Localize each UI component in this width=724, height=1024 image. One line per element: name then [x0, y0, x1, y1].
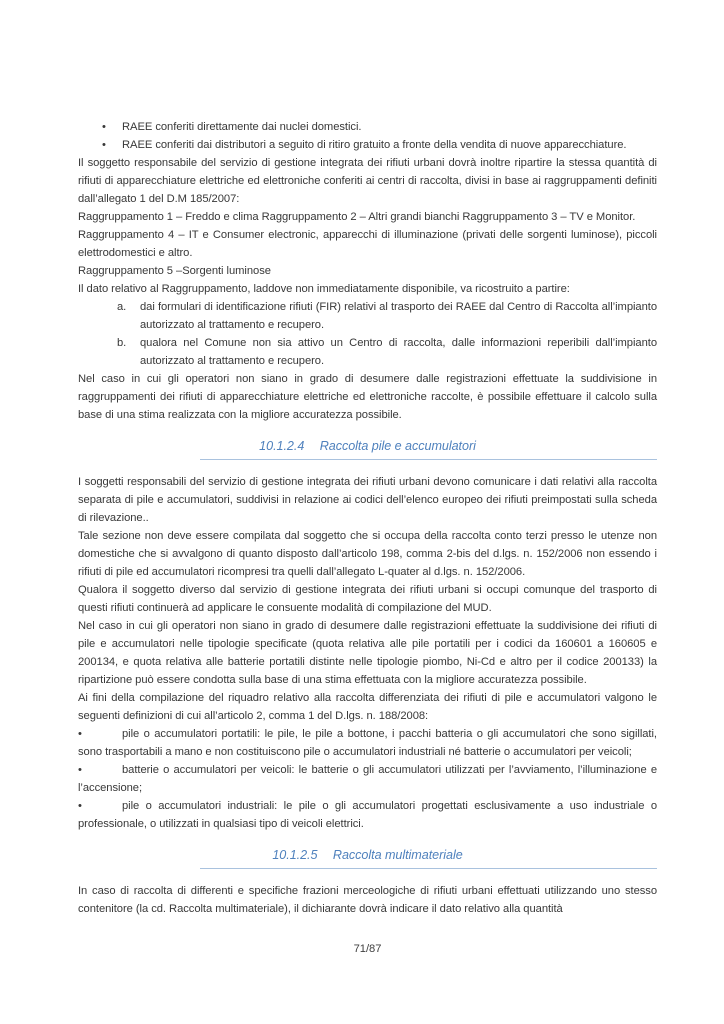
heading-underline [200, 459, 657, 460]
definition-text: pile o accumulatori portatili: le pile, le pile a bottone, i pacchi batteria o gli accumulatori che sono sigillati, sono trasportabili a mano e non costituiscono pile o accumulatori industriali né batterie o accumulatori per veicoli; [78, 728, 657, 758]
definitions-list [78, 725, 657, 833]
list-item [78, 118, 657, 136]
page-content [78, 118, 657, 958]
definition-text: batterie o accumulatori per veicoli: le batterie o gli accumulatori utilizzati per l’avviamento, l’illuminazione e l’accensione; [78, 764, 657, 794]
list-item-b [78, 334, 657, 370]
definition-text: pile o accumulatori industriali: le pile o gli accumulatori progettati esclusivamente a uso industriale o professionale, o utilizzati in qualsiasi tipo di veicoli elettrici. [78, 800, 657, 830]
bullet-icon: • [102, 139, 106, 151]
list-item-a [78, 298, 657, 334]
paragraph-dato-relativo: Il dato relativo al Raggruppamento, laddove non immediatamente disponibile, va ricostruito a partire: [78, 283, 570, 295]
heading-underline [200, 868, 657, 869]
paragraph-raggruppamento-4: Raggruppamento 4 – IT e Consumer electronic, apparecchi di illuminazione (privati delle sorgenti luminose), piccoli elettrodomestici e altro. [78, 229, 657, 259]
list-item-text: dai formulari di identificazione rifiuti (FIR) relativi al trasporto dei RAEE dal Centro di Raccolta all’impianto autorizzato al trattamento e recupero. [140, 301, 657, 331]
definition-portatili [78, 725, 657, 761]
definition-veicoli [78, 761, 657, 797]
paragraph-comunicare: I soggetti responsabili del servizio di gestione integrata dei rifiuti urbani devono comunicare i dati relativi alla raccolta separata di pile e accumulatori, suddivisi in relazione ai codici dell’elenco europeo dei rifiuti preimpostati sulla scheda di rilevazione.. [78, 476, 657, 524]
bullet-icon: • [78, 800, 82, 812]
section-heading-raccolta-multimateriale [78, 847, 657, 869]
page-number: 71/87 [353, 943, 382, 955]
heading-number: 10.1.2.5 [272, 848, 318, 862]
heading-title: Raccolta pile e accumulatori [319, 439, 476, 453]
raee-bullet-list [78, 118, 657, 154]
list-item [78, 136, 657, 154]
section-heading-raccolta-pile [78, 438, 657, 460]
paragraph-qualora: Qualora il soggetto diverso dal servizio di gestione integrata dei rifiuti urbani si occupi comunque del trasporto di questi rifiuti continuerà ad applicare le consuente modalità di compilazione del MUD. [78, 584, 657, 614]
lettered-list [78, 298, 657, 370]
list-item-text: RAEE conferiti dai distributori a seguito di ritiro gratuito a fronte della vendita di nuove apparecchiature. [122, 139, 627, 151]
paragraph-stima-raee: Nel caso in cui gli operatori non siano in grado di desumere dalle registrazioni effettuate la suddivisione in raggruppamenti dei rifiuti di apparecchiature elettriche ed elettroniche raccolte, è possibile effettuare il calcolo sulla base di una stima realizzata con la migliore accuratezza possibile. [78, 373, 657, 421]
heading-title: Raccolta multimateriale [332, 848, 463, 862]
paragraph-raggruppamenti-1-2-3: Raggruppamento 1 – Freddo e clima Raggruppamento 2 – Altri grandi bianchi Raggruppamento 3 – TV e Monitor. [78, 211, 636, 223]
paragraph-ripartizione: Il soggetto responsabile del servizio di gestione integrata dei rifiuti urbani dovrà inoltre ripartire la stessa quantità di rifiuti di apparecchiature elettriche ed elettroniche conferiti ai centri di raccolta, divisi in base ai raggruppamenti definiti dall’allegato 1 del D.M 185/2007: [78, 157, 657, 205]
paragraph-contenitore: In caso di raccolta di differenti e specifiche frazioni merceologiche di rifiuti urbani effettuati utilizzando uno stesso contenitore (la cd. Raccolta multimateriale), il dichiarante dovrà indicare il dato relativo alla quantità [78, 885, 657, 915]
definition-industriali [78, 797, 657, 833]
bullet-icon: • [78, 728, 82, 740]
heading-number: 10.1.2.4 [259, 439, 305, 453]
list-marker: b. [117, 337, 127, 349]
paragraph-definizioni: Ai fini della compilazione del riquadro relativo alla raccolta differenziata dei rifiuti di pile e accumulatori valgono le seguenti definizioni di cui all’articolo 2, comma 1 del D.lgs. n. 188/2008: [78, 692, 657, 722]
list-item-text: RAEE conferiti direttamente dai nuclei domestici. [122, 121, 362, 133]
bullet-icon: • [102, 121, 106, 133]
bullet-icon: • [78, 764, 82, 776]
paragraph-tipologie: Nel caso in cui gli operatori non siano in grado di desumere dalle registrazioni effettuate la suddivisione dei rifiuti di pile e accumulatori nelle tipologie specificate (quota relativa alle pile portatili per i codici da 160601 a 160605 e 200134, e quota relativa alle batterie portatili distinte nelle tipologie piombo, Ni-Cd e altro per il codice 200133) la ripartizione può essere condotta sulla base di una stima effettuata con la migliore accuratezza possibile. [78, 620, 657, 686]
list-marker: a. [117, 301, 127, 313]
list-item-text: qualora nel Comune non sia attivo un Centro di raccolta, dalle informazioni reperibili dall’impianto autorizzato al trattamento e recupero. [140, 337, 657, 367]
paragraph-tale-sezione: Tale sezione non deve essere compilata dal soggetto che si occupa della raccolta conto terzi presso le utenze non domestiche che si avvalgono di quanto disposto dall’articolo 198, comma 2-bis del d.lgs. n. 152/2006 non essendo i rifiuti di pile ed accumulatori ricompresi tra quelli dall’allegato L-quater al d.lgs. n. 152/2006. [78, 530, 657, 578]
paragraph-raggruppamento-5: Raggruppamento 5 –Sorgenti luminose [78, 265, 271, 277]
